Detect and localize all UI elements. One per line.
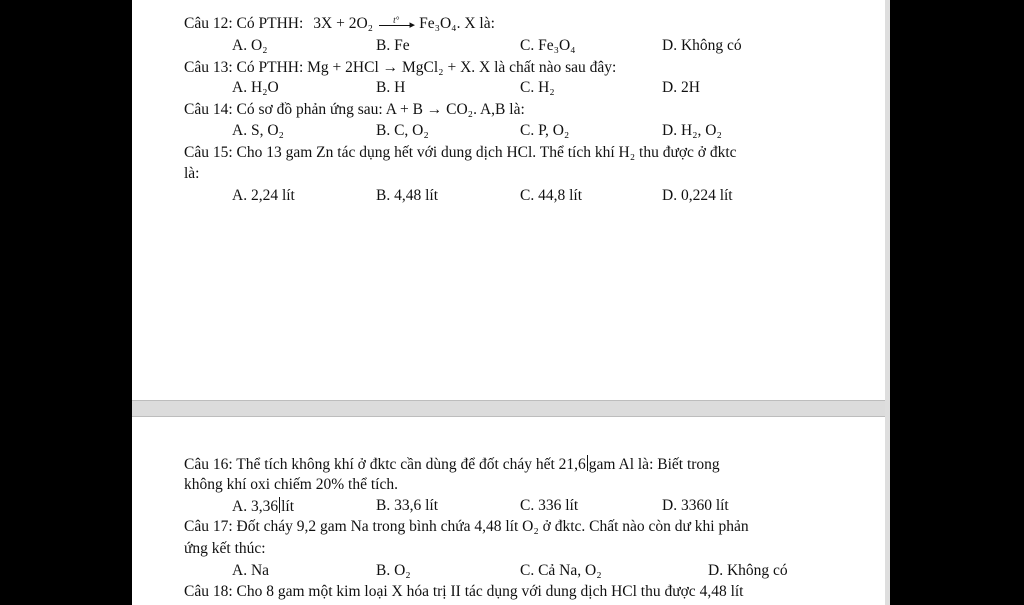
question-16-option-b: B. 33,6 lít	[376, 497, 439, 514]
arrow-condition: t°	[393, 15, 400, 26]
question-14-option-d: D. H₂, O₂	[662, 122, 722, 139]
question-12-option-c: C. Fe₃O₄	[520, 37, 576, 54]
question-13: Câu 13: Có PTHH: Mg + 2HCl → MgCl₂ + X. X là chất nào sau đây:	[184, 59, 617, 76]
document-page-1	[132, 0, 890, 401]
question-16-line-1	[184, 455, 720, 474]
text-cursor	[587, 455, 588, 471]
document-viewer[interactable]	[132, 0, 890, 605]
question-13-option-c: C. H₂	[520, 79, 555, 96]
question-16-line-2: không khí oxi chiếm 20% thể tích.	[184, 476, 398, 493]
question-18-line-1: Câu 18: Cho 8 gam một kim loại X hóa trị II tác dụng với dung dịch HCl thu được 4,48 lít	[184, 583, 744, 600]
question-12	[184, 15, 495, 33]
question-17-option-b: B. O₂	[376, 562, 411, 579]
question-14-option-b: B. C, O₂	[376, 122, 429, 139]
question-16-line-1b: gam Al là: Biết trong	[588, 456, 720, 473]
question-12-option-d: D. Không có	[662, 37, 742, 54]
question-14-option-a: A. S, O₂	[232, 122, 284, 139]
question-15-option-a: A. 2,24 lít	[232, 187, 295, 204]
i-beam-cursor-icon	[279, 497, 280, 513]
reaction-arrow-icon: ▸ t°	[379, 19, 413, 29]
question-12-option-a: A. O₂	[232, 37, 268, 54]
question-14-option-c: C. P, O₂	[520, 122, 570, 139]
question-15-option-c: C. 44,8 lít	[520, 187, 583, 204]
question-16-option-a-unit: lít	[281, 498, 294, 515]
question-15-option-d: D. 0,224 lít	[662, 187, 733, 204]
question-12-label: Câu 12: Có PTHH:	[184, 15, 304, 32]
document-page-2	[132, 416, 890, 605]
question-16-option-c: C. 336 lít	[520, 497, 579, 514]
question-15-line-1: Câu 15: Cho 13 gam Zn tác dụng hết với dung dịch HCl. Thể tích khí H₂ thu được ở đktc	[184, 144, 737, 161]
question-17-line-2: ứng kết thúc:	[184, 540, 266, 557]
question-13-option-b: B. H	[376, 79, 406, 96]
question-13-option-d: D. 2H	[662, 79, 700, 96]
question-15-line-2: là:	[184, 165, 200, 182]
question-16-option-d: D. 3360 lít	[662, 497, 729, 514]
vertical-scrollbar[interactable]	[885, 0, 890, 605]
question-12-rhs: Fe₃O₄. X là:	[419, 15, 495, 32]
question-15-option-b: B. 4,48 lít	[376, 187, 439, 204]
question-16-option-a	[232, 497, 294, 516]
question-17-option-c: C. Cả Na, O₂	[520, 562, 602, 579]
question-16-option-a-text: A. 3,36	[232, 498, 279, 515]
question-17-option-d: D. Không có	[708, 562, 788, 579]
question-13-option-a: A. H₂O	[232, 79, 279, 96]
question-17-option-a: A. Na	[232, 562, 270, 579]
question-14: Câu 14: Có sơ đồ phản ứng sau: A + B → CO₂. A,B là:	[184, 101, 525, 118]
question-12-option-b: B. Fe	[376, 37, 410, 54]
question-16-line-1a: Câu 16: Thể tích không khí ở đktc cần dùng để đốt cháy hết 21,6	[184, 456, 586, 473]
question-17-line-1: Câu 17: Đốt cháy 9,2 gam Na trong bình chứa 4,48 lít O₂ ở đktc. Chất nào còn dư khi phản	[184, 518, 749, 535]
question-12-lhs: 3X + 2O₂	[313, 15, 374, 32]
